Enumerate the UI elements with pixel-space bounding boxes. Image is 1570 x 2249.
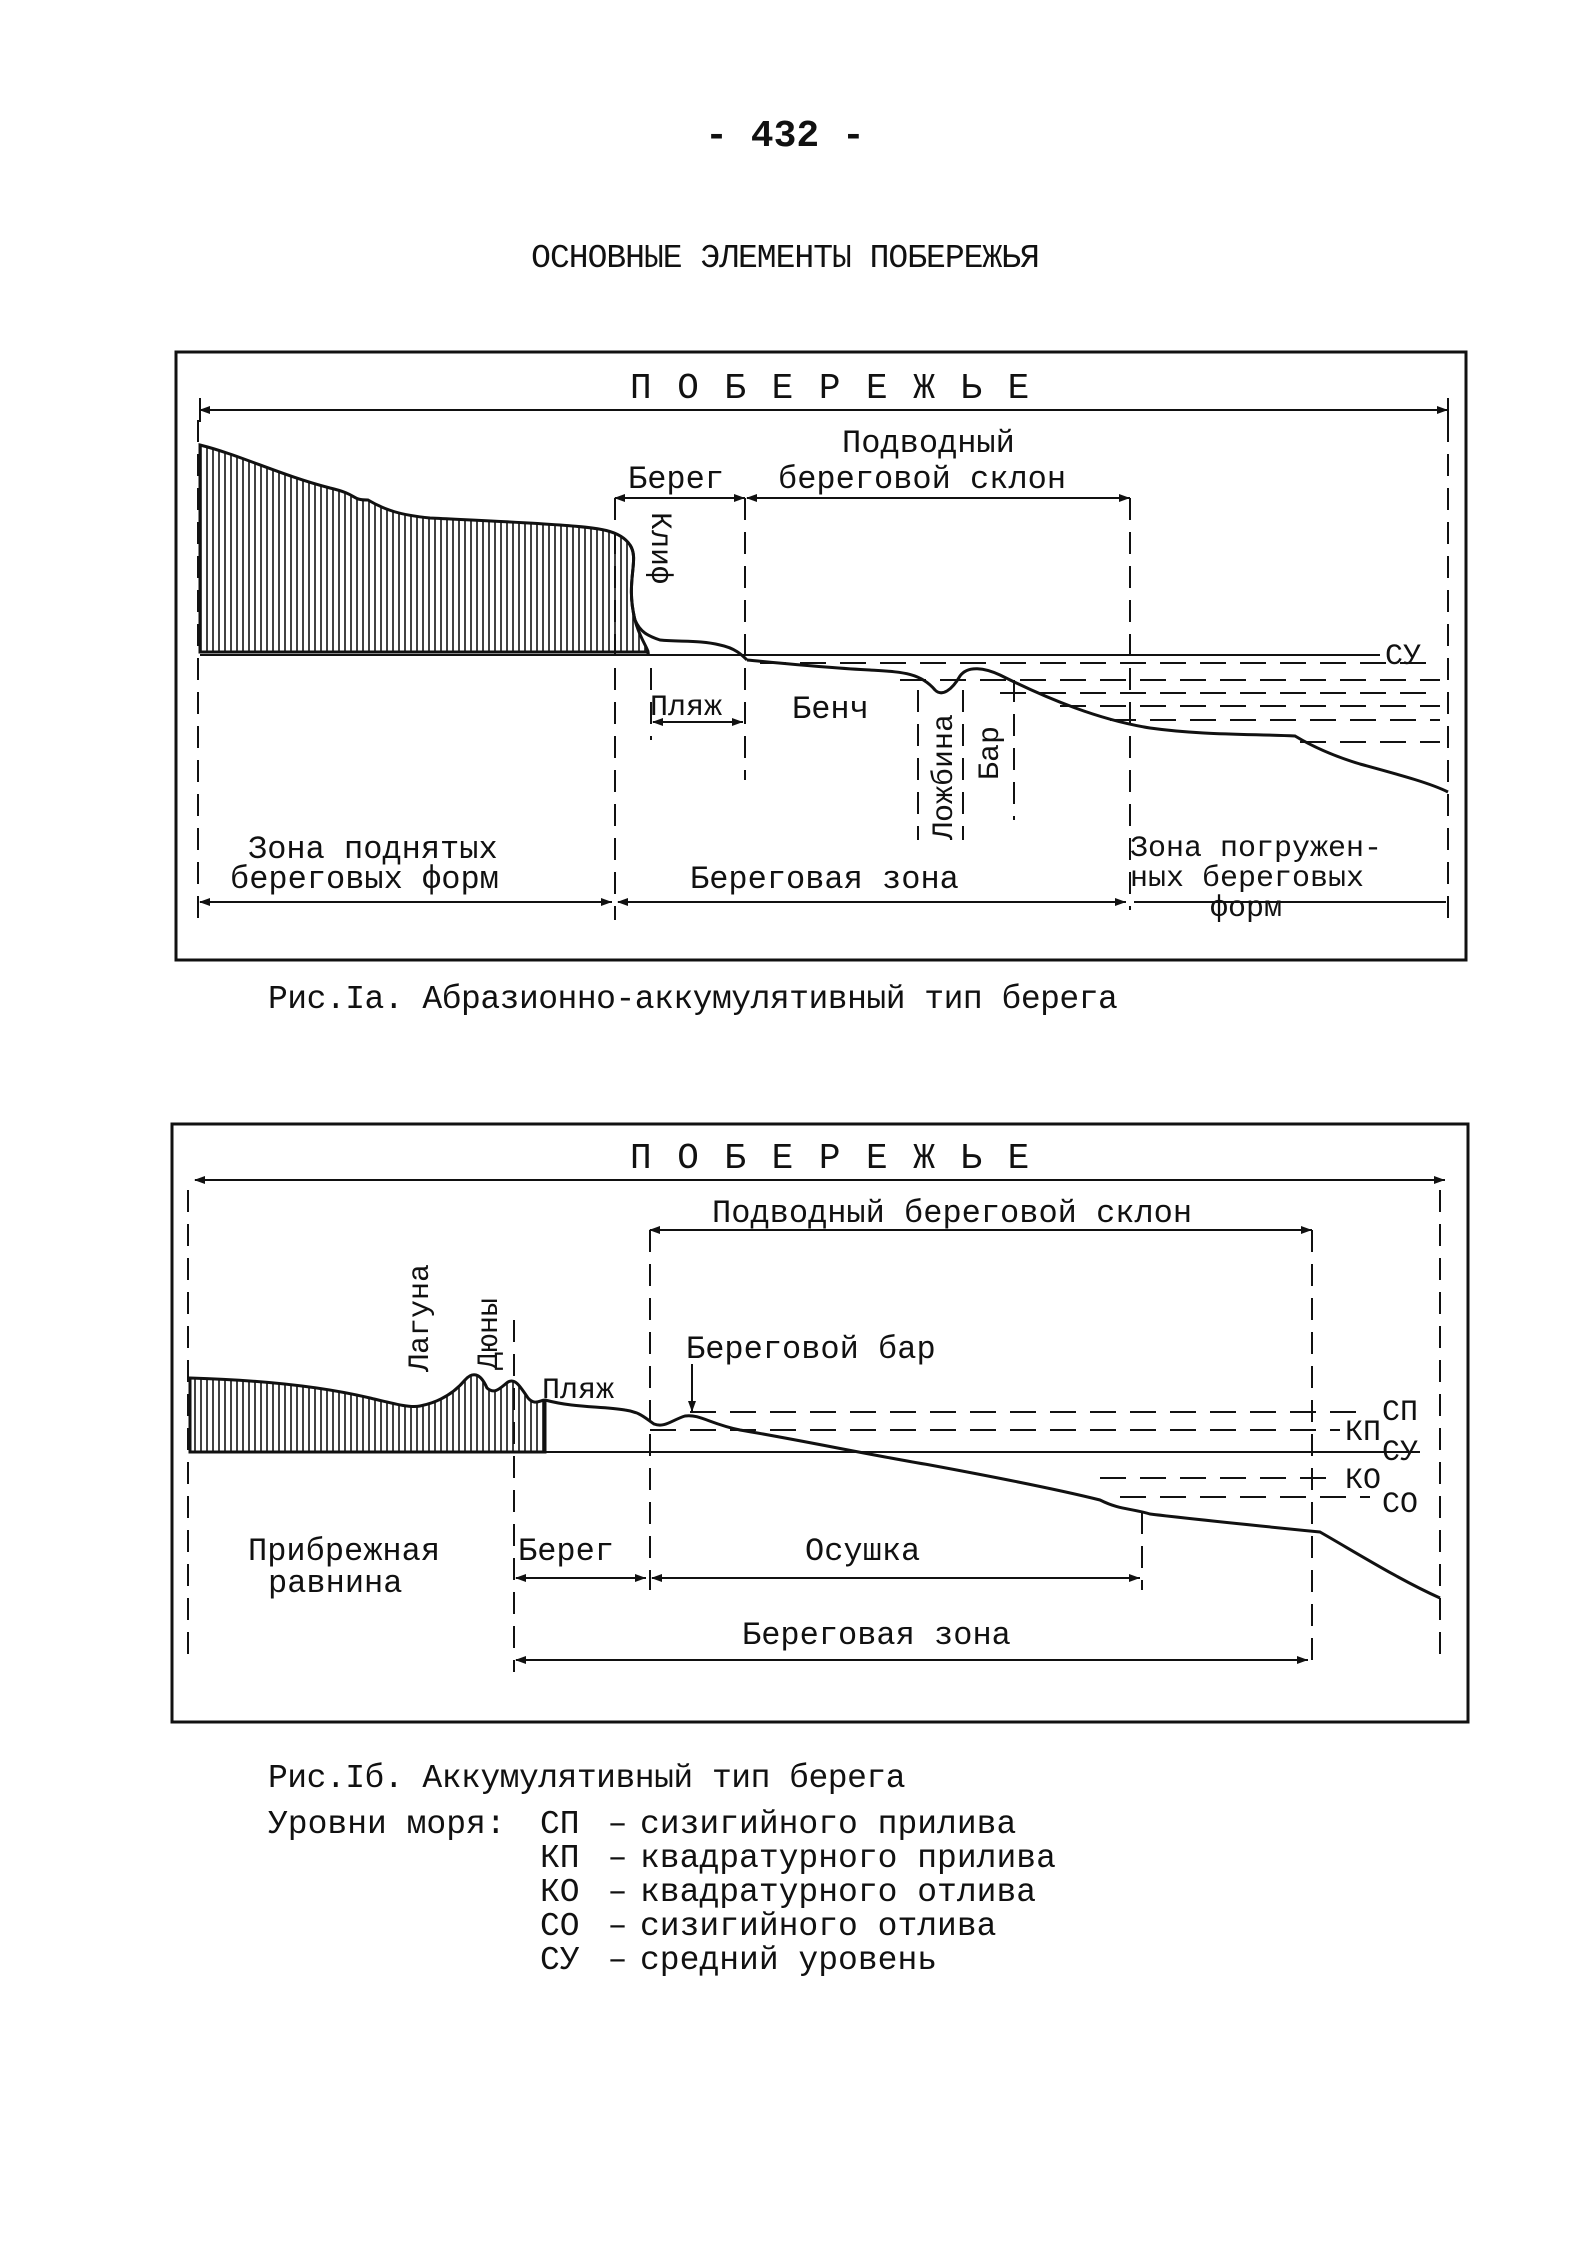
- legend-code: СУ: [540, 1942, 580, 1979]
- plain-label-2: равнина: [268, 1565, 403, 1602]
- legend-dash: –: [607, 1840, 628, 1877]
- ko-label: КО: [1345, 1464, 1382, 1498]
- coast-label: П О Б Е Р Е Ж Ь Е: [630, 368, 1032, 409]
- plain-label-1: Прибрежная: [248, 1533, 441, 1570]
- so-label: СО: [1382, 1488, 1419, 1522]
- legend-code: СО: [540, 1908, 580, 1945]
- legend-row: [268, 1808, 1056, 1842]
- land-profile-hatched-b: [190, 1375, 545, 1452]
- su-label-b: СУ: [1382, 1436, 1419, 1470]
- legend-row: [268, 1842, 1056, 1876]
- klif-label: Клиф: [642, 512, 676, 585]
- legend-text: квадратурного отлива: [640, 1874, 1037, 1911]
- legend-row: [268, 1876, 1056, 1910]
- figure-1b-caption: Рис.Iб. Аккумулятивный тип берега: [268, 1760, 906, 1797]
- zone-raised-label-1: Зона поднятых: [248, 831, 498, 868]
- plyazh-label: Пляж: [650, 691, 723, 725]
- legend-text: квадратурного прилива: [640, 1840, 1056, 1877]
- legend-row: [268, 1944, 1056, 1978]
- legend-code: КО: [540, 1874, 580, 1911]
- land-profile-hatched: [200, 445, 648, 655]
- legend-dash: –: [607, 1806, 628, 1843]
- osushka-label: Осушка: [805, 1533, 921, 1570]
- legend-text: средний уровень: [640, 1942, 938, 1979]
- figure-1b-diagram: [170, 1122, 1472, 1726]
- dyuny-label: Дюны: [473, 1297, 507, 1370]
- coastal-zone-label-b: Береговая зона: [742, 1617, 1011, 1654]
- slope-label-b: Подводный береговой склон: [712, 1195, 1193, 1232]
- legend-dash: –: [607, 1942, 628, 1979]
- coastal-bar-label: Береговой бар: [686, 1331, 936, 1368]
- zone-raised-label-2: береговых форм: [230, 861, 499, 898]
- figure-1a-caption: Рис.Iа. Абразионно-аккумулятивный тип берега: [268, 981, 1118, 1018]
- legend-dash: –: [607, 1874, 628, 1911]
- page-title: ОСНОВНЫЕ ЭЛЕМЕНТЫ ПОБЕРЕЖЬЯ: [531, 240, 1039, 277]
- coast-label-b: П О Б Е Р Е Ж Ь Е: [630, 1138, 1032, 1179]
- legend-text: сизигийного отлива: [640, 1908, 997, 1945]
- legend-row: [268, 1910, 1056, 1944]
- legend-label: Уровни моря:: [268, 1806, 506, 1843]
- legend-text: сизигийного прилива: [640, 1806, 1017, 1843]
- lozhbina-label: Ложбина: [928, 713, 962, 840]
- zone-sunk-label-1: Зона погружен-: [1130, 832, 1383, 866]
- shore-label: Берег: [628, 461, 725, 498]
- bench-label: Бенч: [792, 691, 869, 728]
- legend-code: КП: [540, 1840, 580, 1877]
- sp-label: СП: [1382, 1396, 1419, 1430]
- zone-sunk-label-3: форм: [1210, 892, 1283, 926]
- zone-sunk-label-2: ных береговых: [1130, 862, 1365, 896]
- coastal-zone-label: Береговая зона: [690, 861, 959, 898]
- slope-label-1: Подводный: [842, 425, 1015, 462]
- figure-1a-diagram: [174, 350, 1470, 962]
- laguna-label: Лагуна: [404, 1263, 438, 1372]
- plyazh-label-b: Пляж: [542, 1374, 615, 1408]
- shore-label-b: Берег: [518, 1533, 615, 1570]
- legend-code: СП: [540, 1806, 580, 1843]
- kp-label: КП: [1345, 1416, 1382, 1450]
- su-label: СУ: [1385, 640, 1422, 674]
- legend-dash: –: [607, 1908, 628, 1945]
- slope-label-2: береговой склон: [778, 461, 1067, 498]
- bar-label: Бар: [974, 725, 1008, 780]
- sea-levels-legend: [268, 1808, 1056, 1978]
- page-number: - 432 -: [705, 115, 865, 158]
